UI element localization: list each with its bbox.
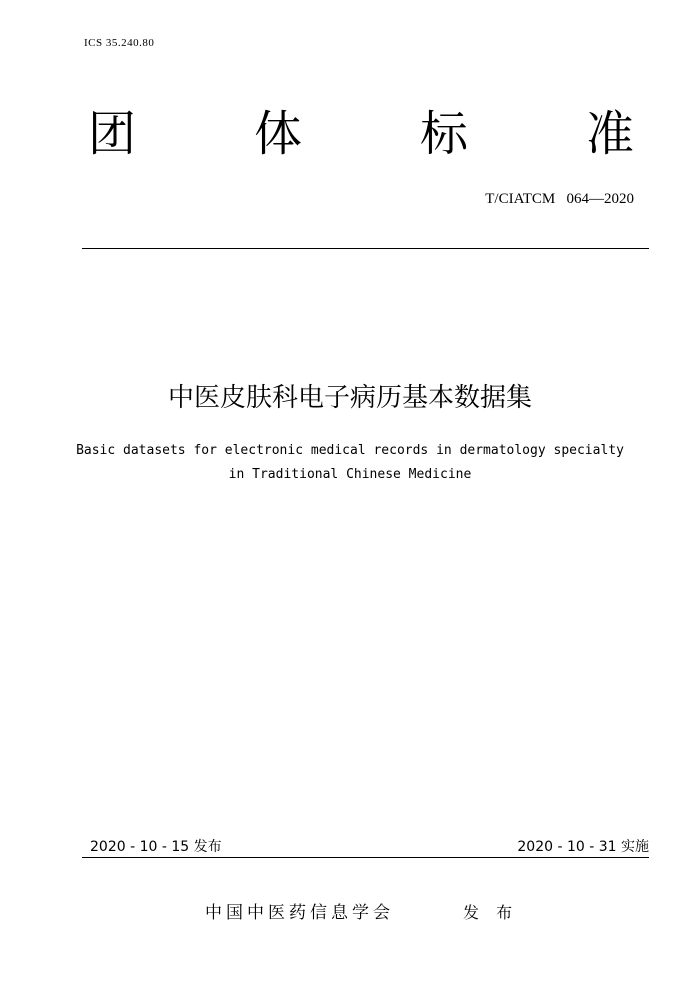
standard-type-char-2: 体 — [254, 106, 303, 162]
header-divider — [82, 248, 649, 249]
implementation-date: 2020 - 10 - 31 实施 — [517, 839, 649, 855]
footer-divider — [82, 857, 649, 858]
publish-label: 发 布 — [463, 903, 519, 922]
ics-code: ICS 35.240.80 — [84, 37, 155, 49]
publishing-organization: 中国中医药信息学会 — [205, 903, 394, 923]
standard-type-char-3: 标 — [420, 106, 469, 162]
standard-type-char-4: 准 — [586, 106, 635, 162]
document-title-zh: 中医皮肤科电子病历基本数据集 — [167, 383, 532, 413]
standard-type-char-1: 团 — [88, 106, 137, 162]
standard-code: T/CIATCM 064—2020 — [485, 191, 634, 207]
issue-date: 2020 - 10 - 15 发布 — [90, 839, 222, 855]
document-title-en-line2: in Traditional Chinese Medicine — [228, 467, 472, 482]
document-title-en-line1: Basic datasets for electronic medical records in dermatology specialty — [76, 443, 624, 458]
